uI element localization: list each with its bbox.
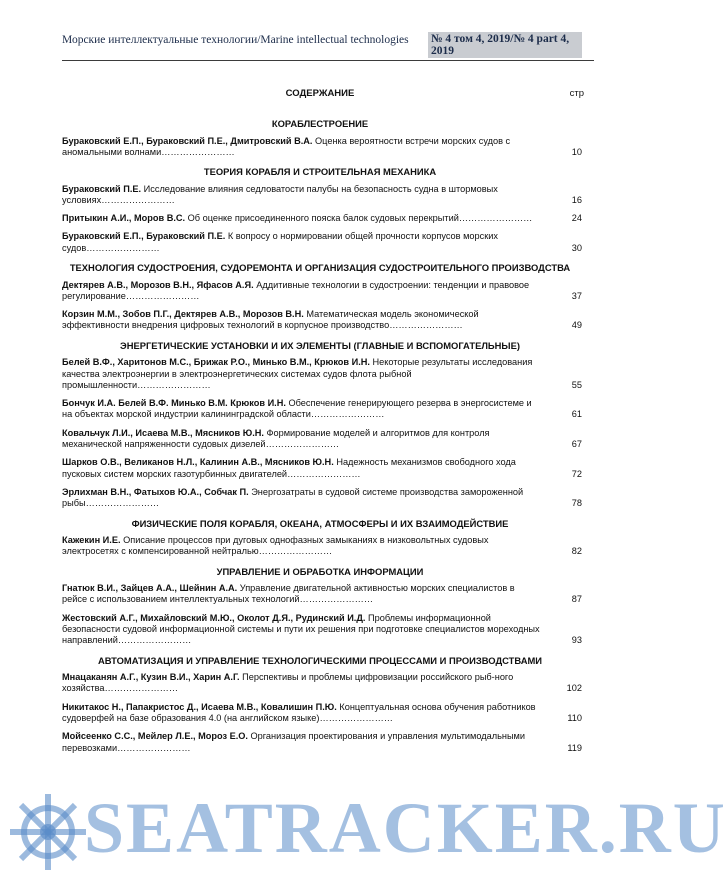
leader-dots: …………………… <box>117 635 192 646</box>
entry-page-number: 102 <box>566 683 582 694</box>
toc-entry <box>62 672 582 695</box>
toc-entry <box>62 612 582 647</box>
toc-entry <box>62 457 582 480</box>
entry-page-number: 78 <box>571 498 582 509</box>
entry-title: Надежность механизмов свободного хода пусковых систем морских газотурбинных двигателей <box>62 457 516 479</box>
entry-authors: Корзин М.М., Зобов П.Г., Дектярев А.В., Морозов В.Н. <box>62 309 304 320</box>
entry-authors: Мойсеенко С.С., Мейлер Л.Е., Мороз Е.О. <box>62 731 248 742</box>
entry-page-number: 37 <box>571 290 582 301</box>
entry-title: Оценка вероятности встречи морских судов с аномальными волнами <box>62 135 511 157</box>
leader-dots: …………………… <box>310 409 385 420</box>
leader-dots: …………………… <box>85 498 160 509</box>
entry-title: Обеспечение генерирующего резерва в энергосистеме и на объектах морской индустрии калининградской области <box>62 398 532 420</box>
table-of-contents <box>62 88 584 761</box>
toc-entry <box>62 427 582 451</box>
toc-page-column-label: стр <box>569 88 584 99</box>
leader-dots: …………………… <box>125 290 200 301</box>
entry-title: Энергозатраты в судовой системе производства замороженной рыбы <box>62 486 524 509</box>
leader-dots: …………………… <box>117 742 191 753</box>
leader-dots: …………………… <box>101 194 175 205</box>
section-title: КОРАБЛЕСТРОЕНИЕ <box>271 118 369 129</box>
entry-authors: Жестовский А.Г., Михайловский М.Ю., Околот Д.Я., Рудинский И.Д. <box>62 612 366 623</box>
watermark-text: SEATRACKER.RU <box>84 788 727 868</box>
entry-authors: Притыкин А.И., Моров В.С. <box>62 213 186 224</box>
entry-title: Формирование моделей и алгоритмов для контроля механической напряженности судовых дизелей <box>62 427 490 450</box>
entry-authors: Гнатюк В.И., Зайцев А.А., Шейнин А.А. <box>62 583 238 594</box>
toc-entry <box>62 731 582 754</box>
entry-page-number: 67 <box>571 439 582 450</box>
toc-entry <box>62 398 582 421</box>
section-title: ТЕХНОЛОГИЯ СУДОСТРОЕНИЯ, СУДОРЕМОНТА И ОРГАНИЗАЦИЯ СУДОСТРОИТЕЛЬНОГО ПРОИЗВОДСТВА <box>69 262 571 274</box>
toc-entry <box>62 583 582 606</box>
toc-entry <box>62 701 582 725</box>
entry-page-number: 110 <box>567 713 582 723</box>
entry-page-number: 24 <box>571 213 582 224</box>
entry-authors: Бураковский Е.П., Бураковский П.Е., Дмитровский В.А. <box>62 135 313 146</box>
entry-title: Управление двигательной активностью морских специалистов в рейсе с использованием интеллектуальных технологий <box>62 583 515 605</box>
toc-body <box>62 118 582 754</box>
leader-dots: …………………… <box>458 213 533 224</box>
entry-title: Аддитивные технологии в судостроении: тенденции и правовое регулирование <box>62 279 530 301</box>
entry-page-number: 87 <box>571 594 582 605</box>
entry-authors: Шарков О.В., Великанов Н.Л., Калинин А.В., Мясников Ю.Н. <box>62 457 334 468</box>
leader-dots: …………………… <box>319 713 393 723</box>
entry-page-number: 30 <box>571 242 582 253</box>
toc-entry <box>62 279 582 303</box>
section-title: ЭНЕРГЕТИЧЕСКИЕ УСТАНОВКИ И ИХ ЭЛЕМЕНТЫ (ГЛАВНЫЕ И ВСПОМОГАТЕЛЬНЫЕ) <box>120 339 520 351</box>
toc-entry <box>62 213 582 224</box>
entry-authors: Белей В.Ф., Харитонов М.С., Брижак Р.О., Минько В.М., Крюков И.Н. <box>62 357 370 368</box>
entry-page-number: 49 <box>571 320 582 331</box>
entry-authors: Дектярев А.В., Морозов В.Н., Яфасов А.Я. <box>62 279 254 290</box>
toc-entry <box>62 135 582 159</box>
entry-title: Перспективы и проблемы цифровизации российского рыб-ного хозяйства <box>62 672 514 694</box>
leader-dots: …………………… <box>265 439 340 450</box>
entry-page-number: 16 <box>571 194 582 205</box>
leader-dots: …………………… <box>137 379 211 390</box>
entry-title: Организация проектирования и управления мультимодальными перевозками <box>62 731 525 753</box>
section-title: ТЕОРИЯ КОРАБЛЯ И СТРОИТЕЛЬНАЯ МЕХАНИКА <box>203 166 437 178</box>
toc-entry <box>62 486 582 510</box>
entry-title: Исследование влияния седловатости палубы на безопасность судна в штормовых условиях <box>62 183 498 205</box>
entry-authors: Кажекин И.Е. <box>62 535 121 546</box>
entry-title: К вопросу о нормировании общей прочности корпусов морских судов <box>62 231 498 253</box>
section-title: АВТОМАТИЗАЦИЯ И УПРАВЛЕНИЕ ТЕХНОЛОГИЧЕСКИМИ ПРОЦЕССАМИ И ПРОИЗВОДСТВАМИ <box>97 654 543 666</box>
entry-authors: Ковальчук Л.И., Исаева М.В., Мясников Ю.Н. <box>62 427 264 438</box>
toc-header <box>62 88 584 110</box>
leader-dots: …………………… <box>299 594 374 605</box>
entry-title: Проблемы информационной безопасности судовой информационной системы и пути их решения при подготовке специалистов мореходных направлений <box>62 612 540 646</box>
leader-dots: …………………… <box>258 546 333 557</box>
entry-title: Некоторые результаты исследования качества электроэнергии в электроэнергетических системах судов флота рыбной промышленности <box>62 357 533 390</box>
toc-entry <box>62 231 582 254</box>
journal-title: Морские интеллектуальные технологии/Marine intellectual technologies <box>62 34 409 46</box>
toc-entry <box>62 357 582 391</box>
toc-entry <box>62 309 582 332</box>
entry-title: Концептуальная основа обучения работников судоверфей на базе образования 4.0 (на английском языке) <box>62 701 536 723</box>
entry-authors: Эрлихман В.Н., Фатыхов Ю.А., Собчак П. <box>62 486 249 497</box>
entry-title: Об оценке присоединенного пояска балок судовых перекрытий <box>187 213 459 224</box>
toc-entry <box>62 535 582 558</box>
header-divider <box>62 60 594 61</box>
entry-title: Описание процессов при дуговых однофазных замыканиях в низковольтных судовых электросетях с компенсированной нейтралью <box>62 535 489 557</box>
leader-dots: …………………… <box>287 468 361 479</box>
ship-wheel-icon <box>6 790 90 874</box>
entry-page-number: 55 <box>571 379 582 390</box>
entry-page-number: 10 <box>571 146 582 157</box>
toc-entry <box>62 183 582 207</box>
leader-dots: …………………… <box>104 683 179 694</box>
issue-label: № 4 том 4, 2019/№ 4 part 4, 2019 <box>428 32 582 58</box>
entry-page-number: 119 <box>567 742 582 753</box>
entry-page-number: 72 <box>571 468 582 479</box>
leader-dots: …………………… <box>86 242 160 253</box>
entry-authors: Бураковский П.Е. <box>62 183 142 194</box>
entry-authors: Бончук И.А. Белей В.Ф. Минько В.М. Крюков И.Н. <box>62 398 286 409</box>
leader-dots: …………………… <box>389 320 463 331</box>
entry-page-number: 93 <box>571 635 582 646</box>
entry-authors: Никитакос Н., Папакристос Д., Исаева М.В., Ковалишин П.Ю. <box>62 701 337 712</box>
section-title: ФИЗИЧЕСКИЕ ПОЛЯ КОРАБЛЯ, ОКЕАНА, АТМОСФЕРЫ И ИХ ВЗАИМОДЕЙСТВИЕ <box>131 517 509 529</box>
entry-page-number: 61 <box>571 409 582 420</box>
leader-dots: …………………… <box>161 146 235 157</box>
toc-title: СОДЕРЖАНИЕ <box>285 88 355 99</box>
entry-authors: Мнацаканян А.Г., Кузин В.И., Харин А.Г. <box>62 672 240 683</box>
entry-title: Математическая модель экономической эффективности внедрения цифровых технологий в корпусное производство <box>62 309 479 331</box>
entry-authors: Бураковский Е.П., Бураковский П.Е. <box>62 231 226 242</box>
entry-page-number: 82 <box>571 546 582 557</box>
section-title: УПРАВЛЕНИЕ И ОБРАБОТКА ИНФОРМАЦИИ <box>216 565 424 577</box>
